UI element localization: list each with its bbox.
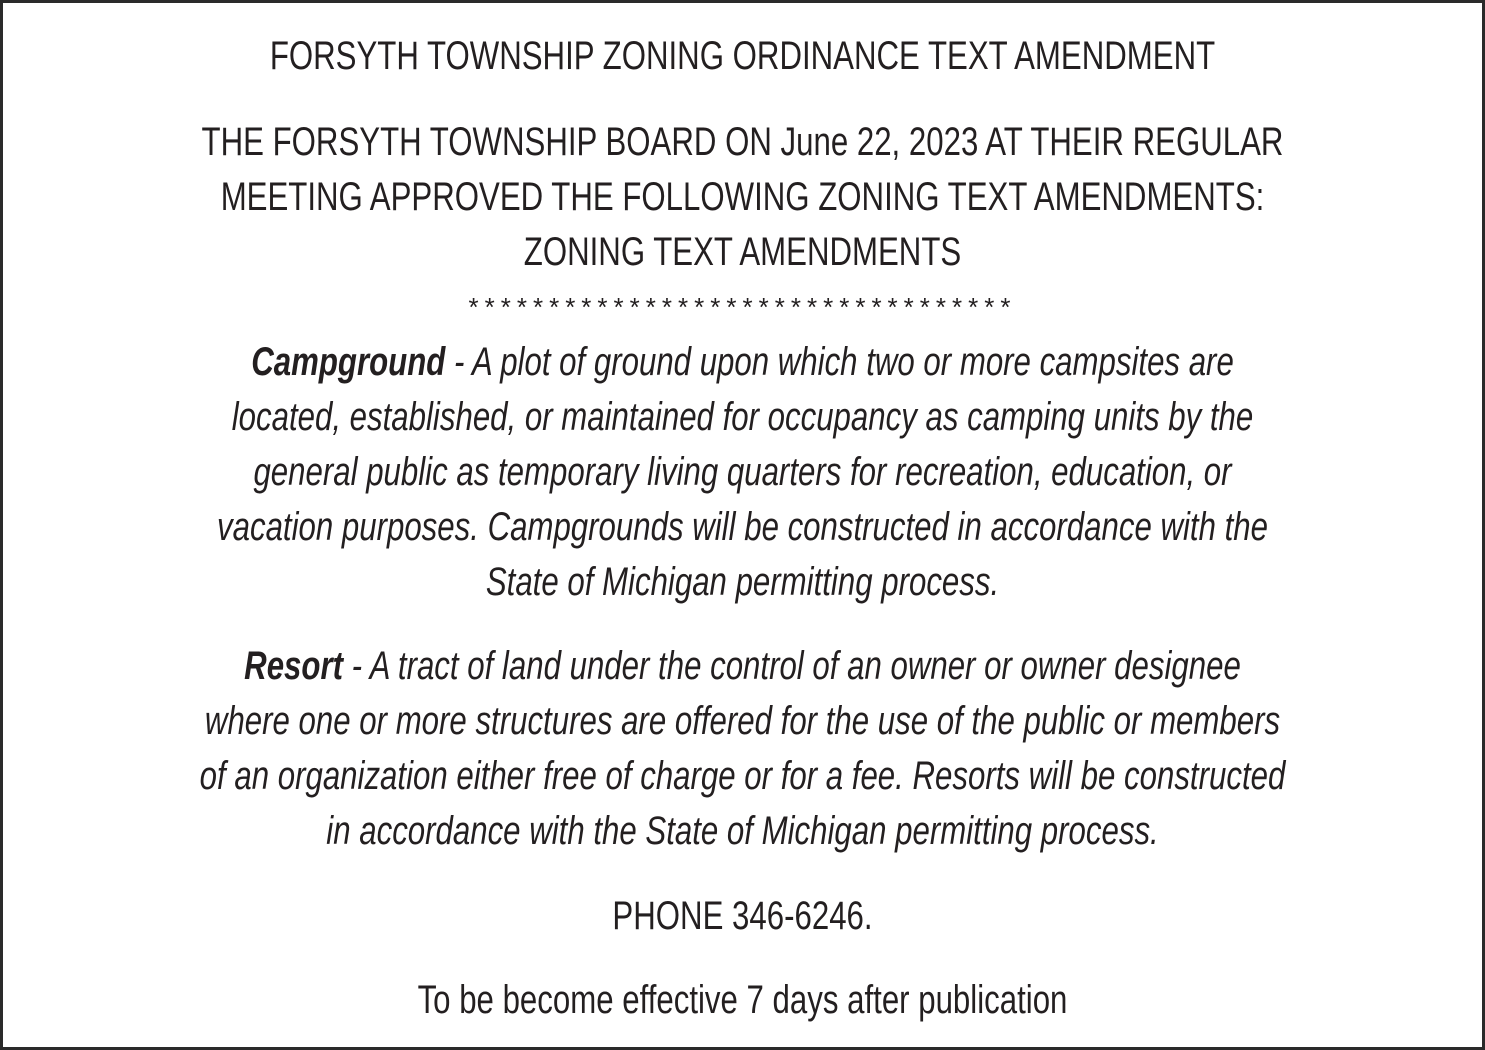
resort-definition-line-1 (166, 646, 1320, 686)
campground-text: A plot of ground upon which two or more campsites are (471, 340, 1234, 384)
effective-date-note: To be become effective 7 days after publication (417, 978, 1068, 1022)
resort-definition-line-4: in accordance with the State of Michigan permitting process. (326, 809, 1159, 853)
resort-text: A tract of land under the control of an owner or owner designee (369, 644, 1241, 688)
asterisk-separator: ********************************** (468, 292, 1017, 322)
resort-dash: - (343, 644, 370, 688)
intro-line-3: ZONING TEXT AMENDMENTS (523, 230, 962, 274)
resort-definition-line-2: where one or more structures are offered for the use of the public or members (204, 699, 1281, 743)
campground-definition-line-1 (166, 342, 1320, 382)
campground-definition-line-3: general public as temporary living quarters for recreation, education, or (253, 450, 1232, 494)
resort-definition-line-3: of an organization either free of charge or for a fee. Resorts will be constructed (199, 754, 1286, 798)
campground-dash: - (445, 340, 472, 384)
campground-term: Campground (251, 340, 446, 384)
phone-number: PHONE 346-6246. (612, 894, 873, 938)
intro-line-2: MEETING APPROVED THE FOLLOWING ZONING TEXT AMENDMENTS: (220, 175, 1265, 219)
campground-definition-line-5: State of Michigan permitting process. (485, 560, 1000, 604)
resort-term: Resort (244, 644, 344, 688)
notice-title: FORSYTH TOWNSHIP ZONING ORDINANCE TEXT AMENDMENT (269, 34, 1216, 78)
campground-definition-line-2: located, established, or maintained for occupancy as camping units by the (231, 395, 1254, 439)
intro-line-1: THE FORSYTH TOWNSHIP BOARD ON June 22, 2023 AT THEIR REGULAR (201, 120, 1284, 164)
campground-definition-line-4: vacation purposes. Campgrounds will be constructed in accordance with the (217, 505, 1268, 549)
